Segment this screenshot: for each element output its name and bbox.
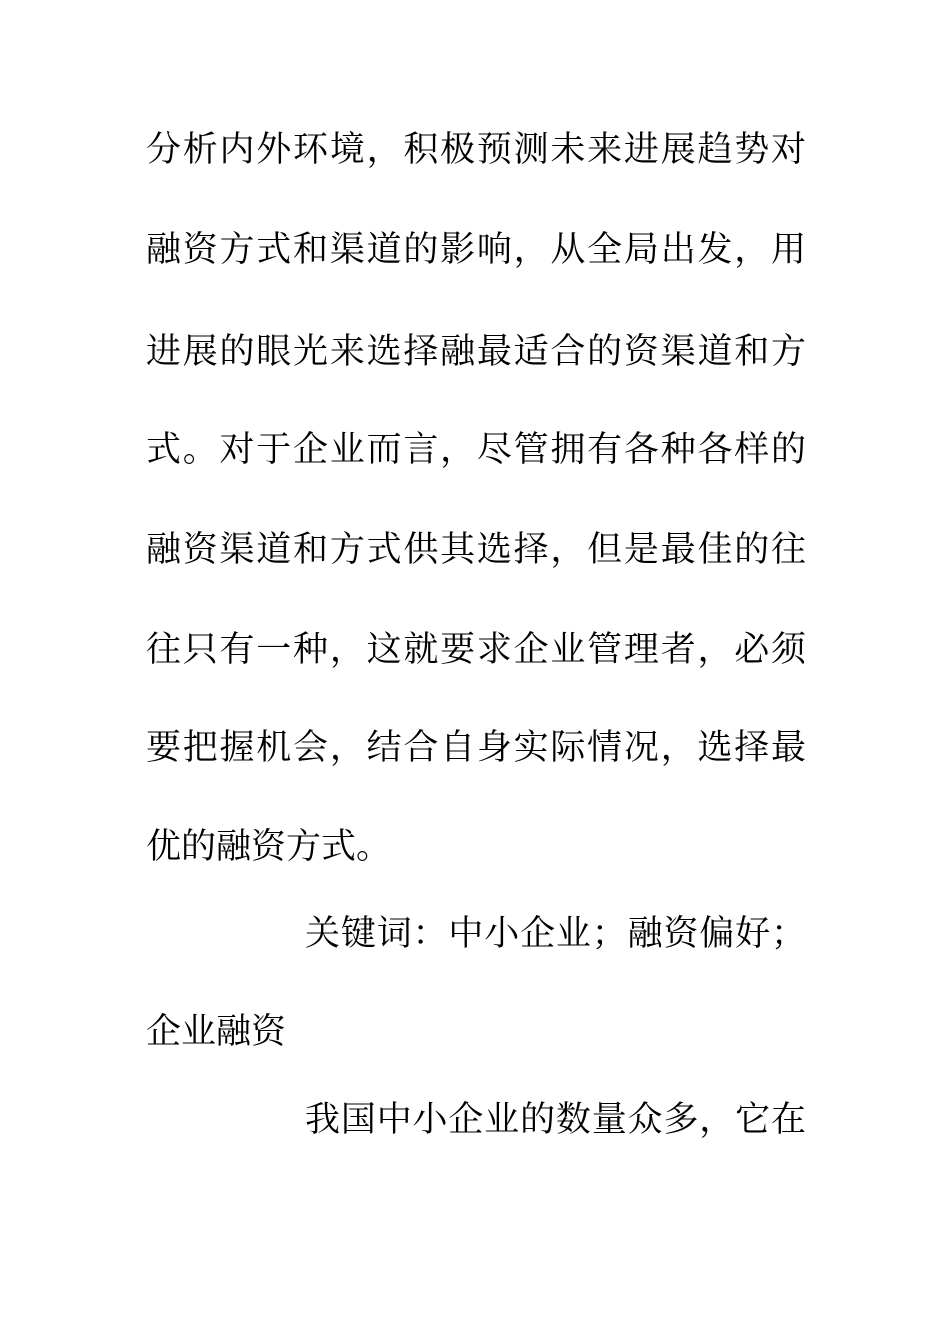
paragraph-line: 要把握机会，结合自身实际情况，选择最 — [146, 728, 806, 768]
paragraph-line: 我国中小企业的数量众多，它在 — [305, 1100, 806, 1140]
paragraph-line: 式。对于企业而言，尽管拥有各种各样的 — [146, 430, 806, 470]
keywords-line: 关键词：中小企业；融资偏好； — [305, 914, 806, 954]
paragraph-line: 进展的眼光来选择融最适合的资渠道和方 — [146, 332, 806, 372]
paragraph-line: 融资渠道和方式供其选择，但是最佳的往 — [146, 530, 806, 570]
paragraph-line: 往只有一种，这就要求企业管理者，必须 — [146, 630, 806, 670]
paragraph-line: 融资方式和渠道的影响，从全局出发，用 — [146, 230, 806, 270]
paragraph-line: 优的融资方式。 — [146, 827, 392, 867]
paragraph-line: 分析内外环境，积极预测未来进展趋势对 — [146, 130, 806, 170]
keywords-line: 企业融资 — [146, 1012, 287, 1052]
